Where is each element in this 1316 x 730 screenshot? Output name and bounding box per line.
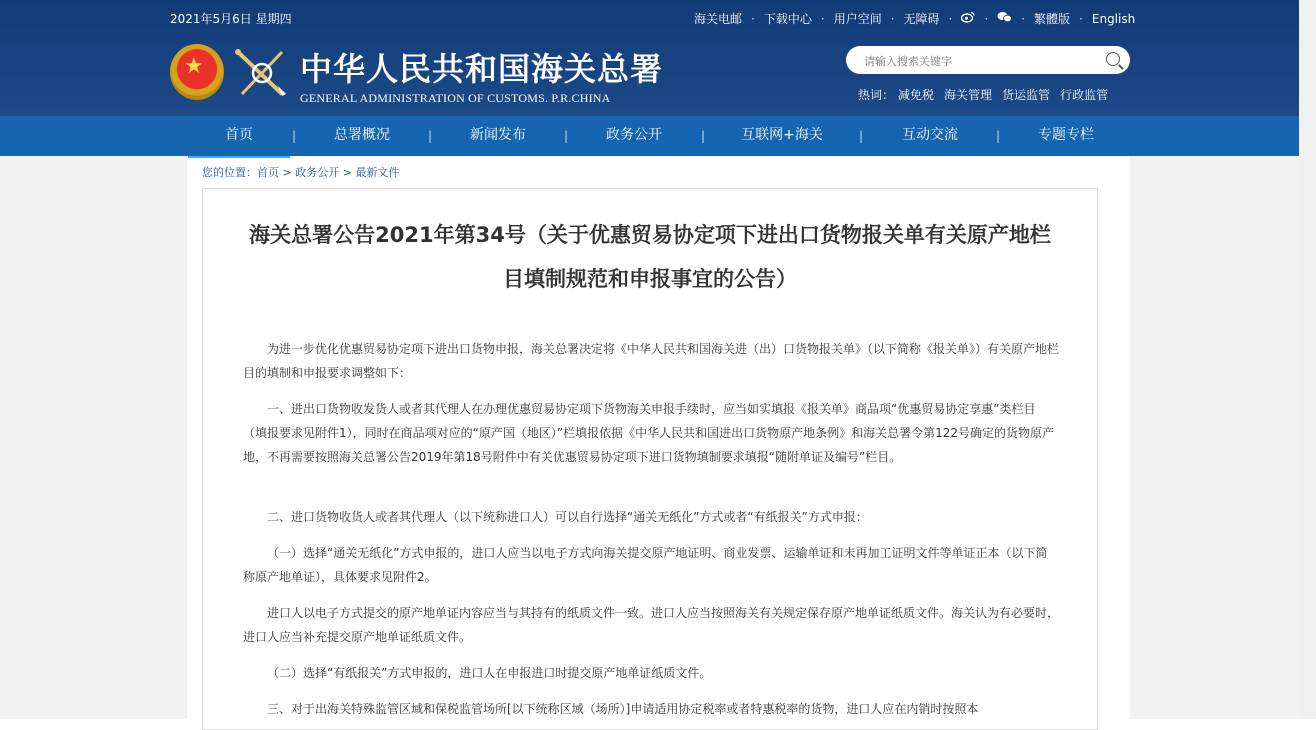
search-box <box>846 46 1130 74</box>
current-date: 2021年5月6日 星期四 <box>170 12 292 26</box>
page-background-left <box>0 156 187 719</box>
nav-divider: | <box>564 129 569 143</box>
scrollbar[interactable] <box>1299 0 1316 719</box>
breadcrumb-separator: > <box>279 166 296 179</box>
separator: · <box>1079 11 1083 26</box>
hot-word-link[interactable]: 行政监管 <box>1060 88 1109 102</box>
article-panel <box>202 188 1098 730</box>
breadcrumb-prefix: 您的位置： <box>202 166 257 179</box>
breadcrumb-home-link[interactable]: 首页 <box>257 166 279 179</box>
main-nav <box>0 116 1299 156</box>
national-emblem-icon[interactable]: ★ <box>170 44 224 100</box>
customs-logo-icon[interactable] <box>232 46 290 100</box>
breadcrumb-separator: > <box>339 166 356 179</box>
site-title-english: GENERAL ADMINISTRATION OF CUSTOMS. P.R.CHINA <box>300 91 611 105</box>
nav-item-special-topics[interactable]: 专题专栏 <box>1038 127 1094 143</box>
traditional-chinese-link[interactable]: 繁體版 <box>1034 12 1071 26</box>
separator: · <box>751 11 755 26</box>
article-paragraph: 为进一步优化优惠贸易协定项下进出口货物申报，海关总署决定将《中华人民共和国海关进（出）口货物报关单》（以下简称《报关单》）有关原产地栏目的填制和申报要求调整如下： <box>243 342 1060 380</box>
search-input[interactable] <box>862 51 1096 71</box>
user-space-link[interactable]: 用户空间 <box>833 12 882 26</box>
wechat-icon[interactable] <box>997 11 1012 26</box>
hot-words-label: 热词： <box>858 88 895 102</box>
breadcrumb-government-affairs-link[interactable]: 政务公开 <box>295 166 340 179</box>
breadcrumb-latest-docs-link[interactable]: 最新文件 <box>355 166 400 179</box>
hot-word-link[interactable]: 海关管理 <box>944 88 993 102</box>
separator: · <box>984 11 989 26</box>
separator: · <box>1021 11 1026 26</box>
nav-item-news[interactable]: 新闻发布 <box>470 127 526 143</box>
article-paragraph: 进口人以电子方式提交的原产地单证内容应当与其持有的纸质文件一致。进口人应当按照海关有关规定保存原产地单证纸质文件。海关认为有必要时，进口人应当补充提交原产地单证纸质文件。 <box>243 606 1060 644</box>
separator: · <box>890 11 895 26</box>
download-center-link[interactable]: 下载中心 <box>763 12 812 26</box>
site-title[interactable]: 中华人民共和国海关总署 <box>300 50 664 88</box>
article-paragraph: （二）选择“有纸报关”方式申报的，进口人在申报进口时提交原产地单证纸质文件。 <box>267 666 712 680</box>
hot-word-link[interactable]: 货运监管 <box>1002 88 1051 102</box>
article-paragraph: （一）选择“通关无纸化”方式申报的，进口人应当以电子方式向海关提交原产地证明、商业发票、运输单证和未再加工证明文件等单证正本（以下简称原产地单证），具体要求见附件2。 <box>243 546 1048 584</box>
article-title: 海关总署公告2021年第34号（关于优惠贸易协定项下进出口货物报关单有关原产地栏目填制规范和申报事宜的公告） <box>249 223 1051 291</box>
weibo-icon[interactable] <box>961 11 975 26</box>
nav-divider: | <box>859 129 864 143</box>
nav-divider: | <box>292 129 297 143</box>
nav-divider: | <box>701 129 706 143</box>
nav-item-home[interactable]: 首页 <box>188 116 290 158</box>
nav-item-internet-customs[interactable]: 互联网+海关 <box>741 127 823 143</box>
page-background-right <box>1130 156 1299 719</box>
accessibility-link[interactable]: 无障碍 <box>903 12 940 26</box>
site-header <box>0 0 1299 116</box>
english-link[interactable]: English <box>1091 11 1136 26</box>
article-paragraph: 二、进口货物收货人或者其代理人（以下统称进口人）可以自行选择“通关无纸化”方式或者“有纸报关”方式申报： <box>267 510 868 524</box>
hot-word-link[interactable]: 减免税 <box>898 88 935 102</box>
nav-item-government-affairs[interactable]: 政务公开 <box>606 127 662 143</box>
nav-divider: | <box>428 129 433 143</box>
top-links <box>694 10 1135 27</box>
separator: · <box>820 11 825 26</box>
article-paragraph: 三、对于出海关特殊监管区域和保税监管场所[以下统称区域（场所）]申请适用协定税率或者特惠税率的货物，进口人应在内销时按照本 <box>267 702 979 716</box>
breadcrumb <box>202 164 399 180</box>
search-icon[interactable] <box>1106 52 1120 66</box>
email-link[interactable]: 海关电邮 <box>694 12 743 26</box>
hot-words <box>858 86 1108 103</box>
separator: · <box>948 11 953 26</box>
nav-item-interaction[interactable]: 互动交流 <box>902 127 958 143</box>
nav-divider: | <box>996 129 1001 143</box>
article-paragraph: 一、进出口货物收发货人或者其代理人在办理优惠贸易协定项下货物海关申报手续时，应当如实填报《报关单》商品项“优惠贸易协定享惠”类栏目（填报要求见附件1），同时在商品项对应的“原产国（地区）”栏填报依据《中华人民共和国进出口货物原产地条例》和海关总署令第122号确定的货物原产地，不再需要按照海关总署公告2019年第18号附件中有关优惠贸易协定项下进口货物填制要求填报“随附单证及编号”栏目。 <box>243 402 1054 464</box>
nav-item-overview[interactable]: 总署概况 <box>334 127 390 143</box>
